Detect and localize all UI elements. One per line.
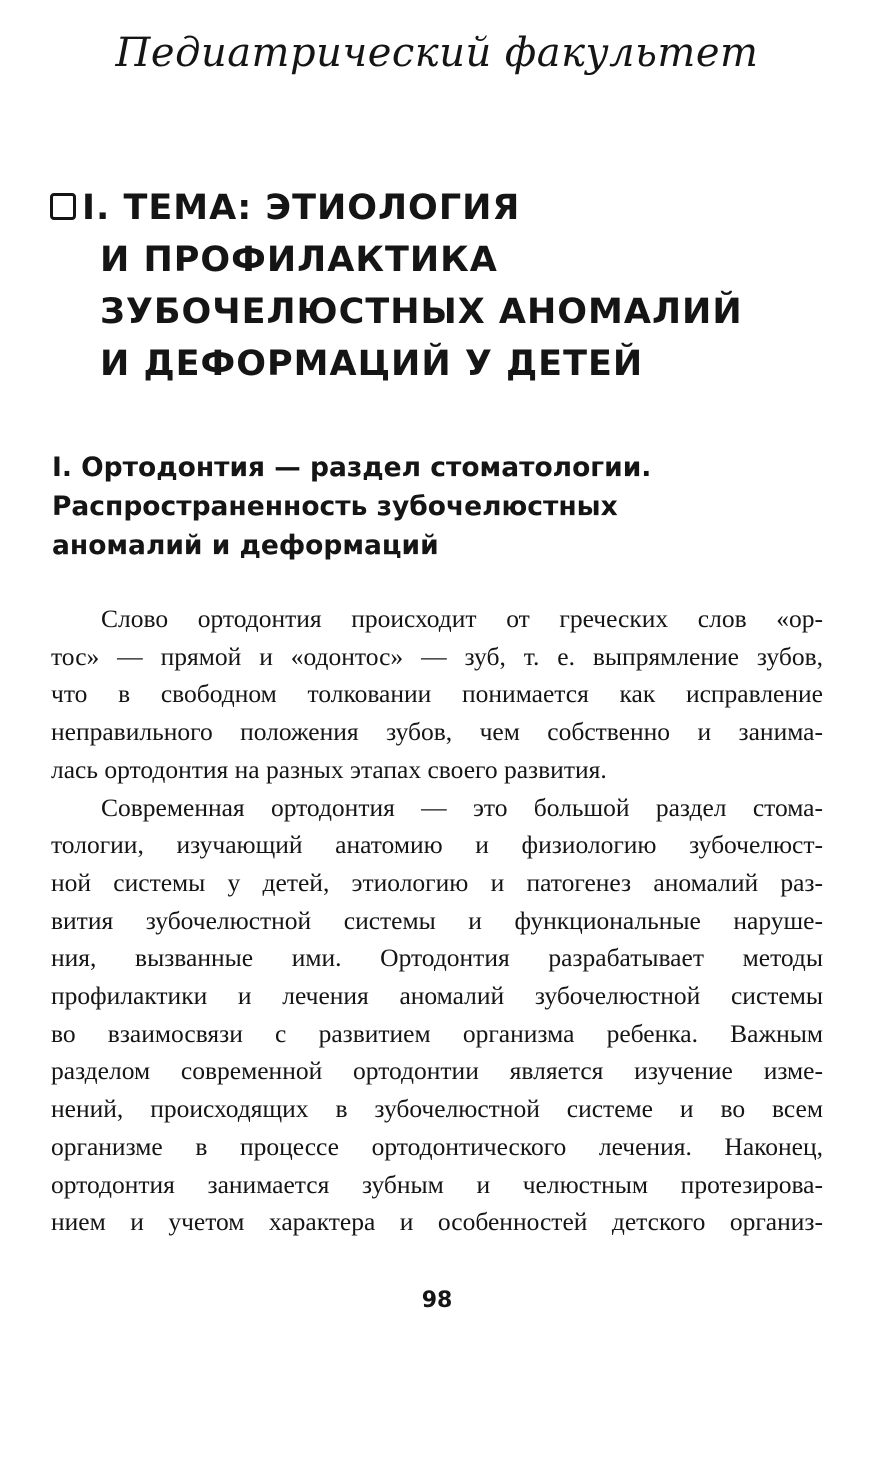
section-heading-line: Распространенность зубочелюстных — [52, 491, 618, 522]
text-line: тос» — прямой и «одонтос» — зуб, т. е. выпрямление зубов, — [51, 641, 823, 671]
topic-title-line: I. ТЕМА: ЭТИОЛОГИЯ — [50, 182, 830, 234]
text-line: лась ортодонтия на разных этапах своего развития. — [51, 754, 607, 784]
topic-title-line: И ПРОФИЛАКТИКА — [100, 240, 498, 280]
paragraph-2 — [51, 789, 823, 1241]
text-line: организме в процессе ортодонтического лечения. Наконец, — [51, 1131, 823, 1161]
text-line: во взаимосвязи с развитием организма ребенка. Важным — [51, 1018, 823, 1048]
text-line: разделом современной ортодонтии является изучение изме- — [51, 1056, 823, 1086]
body-text — [51, 600, 823, 1241]
topic-title — [50, 182, 830, 390]
square-bullet-icon — [50, 193, 76, 220]
running-header: Педиатрический факультет — [115, 30, 759, 76]
text-line: вития зубочелюстной системы и функциональные наруше- — [51, 905, 823, 935]
topic-title-line: И ДЕФОРМАЦИЙ У ДЕТЕЙ — [100, 344, 644, 384]
text-line: Слово ортодонтия происходит от греческих слов «ор- — [101, 604, 823, 633]
text-line: ной системы у детей, этиологию и патогенез аномалий раз- — [51, 867, 823, 897]
text-line: неправильного положения зубов, чем собственно и занима- — [51, 717, 823, 747]
section-heading-line: аномалий и деформаций — [52, 530, 439, 561]
page-number: 98 — [421, 1288, 453, 1313]
text-line: профилактики и лечения аномалий зубочелюстной системы — [51, 981, 823, 1011]
text-line: Современная ортодонтия — это большой раздел стома- — [101, 792, 823, 822]
section-heading — [52, 448, 832, 565]
text-line: нием и учетом характера и особенностей детского организ- — [51, 1207, 823, 1237]
topic-title-line: ЗУБОЧЕЛЮСТНЫХ АНОМАЛИЙ — [100, 292, 743, 332]
text-line: тологии, изучающий анатомию и физиологию зубочелюст- — [51, 830, 823, 860]
section-heading-line: I. Ортодонтия — раздел стоматологии. — [52, 452, 652, 483]
text-line: нений, происходящих в зубочелюстной системе и во всем — [51, 1094, 823, 1124]
text-line: ортодонтия занимается зубным и челюстным протезирова- — [51, 1169, 823, 1199]
text-line: ния, вызванные ими. Ортодонтия разрабатывает методы — [51, 943, 823, 973]
text-line: что в свободном толковании понимается как исправление — [51, 679, 823, 709]
paragraph-1 — [51, 600, 823, 789]
